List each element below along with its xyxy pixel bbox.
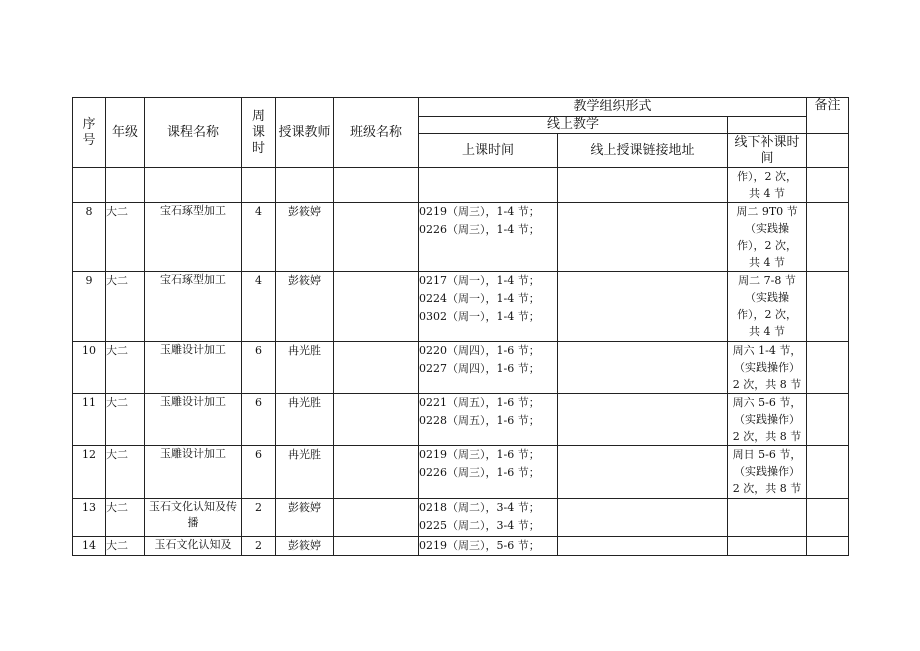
- header-online-spacer: [728, 117, 807, 134]
- session-entry: 0218（周二），3-4 节；: [419, 501, 540, 514]
- offline-line: 周六 5-6 节，: [732, 396, 802, 409]
- cell-online-link: [558, 203, 728, 272]
- cell-grade: [106, 203, 145, 272]
- cell-class-time: [419, 537, 558, 556]
- header-weekly-hours-label: 周课时: [251, 108, 265, 156]
- cell-remarks: [807, 499, 849, 537]
- offline-line: （实践操作）: [734, 413, 801, 426]
- cell-class-time: [419, 342, 558, 394]
- cell-offline-makeup: [728, 446, 807, 499]
- cell-teacher: [276, 394, 334, 446]
- cell-seq: [73, 394, 106, 446]
- teacher-name: 彭筱婷: [288, 539, 321, 552]
- cell-offline-makeup: [728, 537, 807, 556]
- cell-offline-makeup: [728, 499, 807, 537]
- cont-course: [145, 168, 242, 203]
- cell-course: [145, 342, 242, 394]
- seq-value: 10: [82, 344, 96, 357]
- cell-weekly-hours: [242, 499, 276, 537]
- offline-line: 周六 1-4 节，: [732, 344, 802, 357]
- header-offline-makeup-label: 线下补课时间: [734, 134, 800, 166]
- offline-line: 周二 7-8 节: [738, 274, 796, 287]
- cell-remarks: [807, 272, 849, 342]
- offline-line: （实践操作）: [734, 465, 801, 478]
- cont-teacher: [276, 168, 334, 203]
- session-entry: 0226（周三），1-4 节；: [419, 223, 540, 236]
- header-remarks-label: 备注: [814, 98, 841, 113]
- seq-value: 14: [82, 539, 96, 552]
- cell-teacher: [276, 342, 334, 394]
- hours-value: 4: [255, 205, 262, 218]
- header-teacher: [276, 98, 334, 168]
- course-name: 玉石文化认知及: [154, 538, 232, 551]
- session-entry: 0219（周三），1-6 节；: [419, 448, 540, 461]
- header-course-label: 课程名称: [166, 124, 219, 140]
- cell-online-link: [558, 394, 728, 446]
- grade-value: 大二: [106, 396, 128, 409]
- cell-class-name: [334, 272, 419, 342]
- table-row: [73, 446, 849, 499]
- cell-weekly-hours: [242, 394, 276, 446]
- header-teacher-label: 授课教师: [278, 124, 331, 140]
- cell-seq: [73, 203, 106, 272]
- course-name: 玉石文化认知及传: [149, 500, 237, 513]
- header-class-time-label: 上课时间: [461, 142, 514, 158]
- cell-offline-makeup: [728, 203, 807, 272]
- hours-value: 2: [255, 501, 262, 514]
- cell-weekly-hours: [242, 342, 276, 394]
- header-remarks-spacer: [807, 134, 849, 168]
- cell-offline-makeup: [728, 394, 807, 446]
- offline-line: 2 次，共 8 节: [732, 378, 802, 391]
- cell-course: [145, 537, 242, 556]
- seq-value: 11: [82, 396, 96, 409]
- seq-value: 13: [82, 501, 96, 514]
- header-weekly-hours: [242, 98, 276, 168]
- cont-hours: [242, 168, 276, 203]
- offline-line: 作），2 次，: [737, 239, 798, 252]
- cont-offline-line: 作），2 次，: [737, 170, 798, 183]
- cell-online-link: [558, 342, 728, 394]
- header-online-label: 线上教学: [546, 117, 599, 132]
- offline-line: 作），2 次，: [737, 308, 798, 321]
- cell-remarks: [807, 203, 849, 272]
- cell-class-name: [334, 537, 419, 556]
- table-row: [73, 342, 849, 394]
- grade-value: 大二: [106, 448, 128, 461]
- teacher-name: 彭筱婷: [288, 205, 321, 218]
- cell-class-time: [419, 499, 558, 537]
- session-entry: 0225（周二），3-4 节；: [419, 519, 540, 532]
- cell-class-name: [334, 499, 419, 537]
- cell-remarks: [807, 446, 849, 499]
- table-row: [73, 272, 849, 342]
- header-grade: [106, 98, 145, 168]
- cell-grade: [106, 499, 145, 537]
- header-online-link: [558, 134, 728, 168]
- cont-remarks: [807, 168, 849, 203]
- header-online: [419, 117, 728, 134]
- hours-value: 6: [255, 344, 262, 357]
- table-row: [73, 203, 849, 272]
- cell-remarks: [807, 394, 849, 446]
- offline-line: 共 4 节: [749, 325, 786, 338]
- session-entry: 0226（周三），1-6 节；: [419, 466, 540, 479]
- cont-sessions: [419, 168, 558, 203]
- cell-online-link: [558, 499, 728, 537]
- cont-seq: [73, 168, 106, 203]
- header-seq: [73, 98, 106, 168]
- cell-class-time: [419, 203, 558, 272]
- header-course: [145, 98, 242, 168]
- cell-class-name: [334, 394, 419, 446]
- seq-value: 9: [85, 274, 93, 287]
- offline-line: 周日 5-6 节，: [732, 448, 802, 461]
- offline-line: 共 4 节: [749, 256, 786, 269]
- session-entry: 0227（周四），1-6 节；: [419, 362, 540, 375]
- cell-offline-makeup: [728, 342, 807, 394]
- course-name: 播: [187, 516, 199, 529]
- header-class-name: [334, 98, 419, 168]
- teacher-name: 彭筱婷: [288, 501, 321, 514]
- offline-line: 2 次，共 8 节: [732, 430, 802, 443]
- cell-offline-makeup: [728, 272, 807, 342]
- cell-course: [145, 394, 242, 446]
- offline-line: （实践操: [745, 222, 790, 235]
- cell-seq: [73, 342, 106, 394]
- grade-value: 大二: [106, 539, 128, 552]
- schedule-body: [73, 98, 849, 556]
- cont-offline: [728, 168, 807, 203]
- table-row: [73, 537, 849, 556]
- cell-weekly-hours: [242, 272, 276, 342]
- cell-online-link: [558, 537, 728, 556]
- header-offline-makeup: [728, 134, 807, 168]
- header-remarks: [807, 98, 849, 134]
- cell-teacher: [276, 446, 334, 499]
- cell-class-time: [419, 446, 558, 499]
- seq-value: 12: [82, 448, 96, 461]
- cell-class-name: [334, 446, 419, 499]
- cell-seq: [73, 446, 106, 499]
- cell-teacher: [276, 203, 334, 272]
- session-entry: 0217（周一），1-4 节；: [419, 274, 540, 287]
- session-entry: 0219（周三），5-6 节；: [419, 539, 540, 552]
- teacher-name: 彭筱婷: [288, 274, 321, 287]
- cell-grade: [106, 446, 145, 499]
- header-class-time: [419, 134, 558, 168]
- cont-grade: [106, 168, 145, 203]
- header-seq-label: 序号: [82, 116, 96, 148]
- cell-teacher: [276, 537, 334, 556]
- cell-class-time: [419, 394, 558, 446]
- header-online-link-label: 线上授课链接地址: [590, 142, 695, 158]
- session-entry: 0228（周五），1-6 节；: [419, 414, 540, 427]
- header-teaching-form: [419, 98, 807, 117]
- cont-offline-line: 共 4 节: [749, 187, 786, 200]
- cell-course: [145, 446, 242, 499]
- cell-teacher: [276, 272, 334, 342]
- teacher-name: 冉光胜: [288, 344, 321, 357]
- cell-online-link: [558, 446, 728, 499]
- grade-value: 大二: [106, 274, 128, 287]
- session-entry: 0302（周一），1-4 节；: [419, 310, 540, 323]
- teacher-name: 冉光胜: [288, 396, 321, 409]
- session-entry: 0219（周三），1-4 节；: [419, 205, 540, 218]
- session-entry: 0221（周五），1-6 节；: [419, 396, 540, 409]
- cell-weekly-hours: [242, 446, 276, 499]
- course-name: 玉雕设计加工: [160, 447, 226, 460]
- offline-line: 周二 9T0 节: [736, 205, 798, 218]
- schedule-table: [72, 97, 849, 556]
- offline-line: （实践操: [745, 291, 790, 304]
- table-row: [73, 394, 849, 446]
- cell-remarks: [807, 537, 849, 556]
- cell-seq: [73, 499, 106, 537]
- cell-seq: [73, 272, 106, 342]
- cell-online-link: [558, 272, 728, 342]
- cell-course: [145, 272, 242, 342]
- cell-grade: [106, 272, 145, 342]
- grade-value: 大二: [106, 501, 128, 514]
- cell-course: [145, 203, 242, 272]
- hours-value: 4: [255, 274, 262, 287]
- session-entry: 0220（周四），1-6 节；: [419, 344, 540, 357]
- cell-grade: [106, 342, 145, 394]
- cell-course: [145, 499, 242, 537]
- cell-remarks: [807, 342, 849, 394]
- grade-value: 大二: [106, 205, 128, 218]
- course-name: 玉雕设计加工: [160, 343, 226, 356]
- table-row: [73, 499, 849, 537]
- header-class-name-label: 班级名称: [349, 124, 402, 140]
- hours-value: 6: [255, 396, 262, 409]
- grade-value: 大二: [106, 344, 128, 357]
- teacher-name: 冉光胜: [288, 448, 321, 461]
- course-name: 宝石琢型加工: [160, 204, 226, 217]
- course-name: 玉雕设计加工: [160, 395, 226, 408]
- offline-line: （实践操作）: [734, 361, 801, 374]
- offline-line: 2 次，共 8 节: [732, 482, 802, 495]
- cell-grade: [106, 394, 145, 446]
- course-name: 宝石琢型加工: [160, 273, 226, 286]
- cell-teacher: [276, 499, 334, 537]
- header-row-1: [73, 98, 849, 117]
- continuation-row: [73, 168, 849, 203]
- cell-class-name: [334, 342, 419, 394]
- cell-class-time: [419, 272, 558, 342]
- hours-value: 2: [255, 539, 262, 552]
- cont-link: [558, 168, 728, 203]
- cell-weekly-hours: [242, 537, 276, 556]
- cell-class-name: [334, 203, 419, 272]
- hours-value: 6: [255, 448, 262, 461]
- cell-weekly-hours: [242, 203, 276, 272]
- cell-seq: [73, 537, 106, 556]
- schedule-sheet: [72, 97, 848, 552]
- seq-value: 8: [85, 205, 93, 218]
- cell-grade: [106, 537, 145, 556]
- cont-class: [334, 168, 419, 203]
- header-teaching-form-label: 教学组织形式: [573, 99, 652, 114]
- session-entry: 0224（周一），1-4 节；: [419, 292, 540, 305]
- header-grade-label: 年级: [111, 124, 138, 140]
